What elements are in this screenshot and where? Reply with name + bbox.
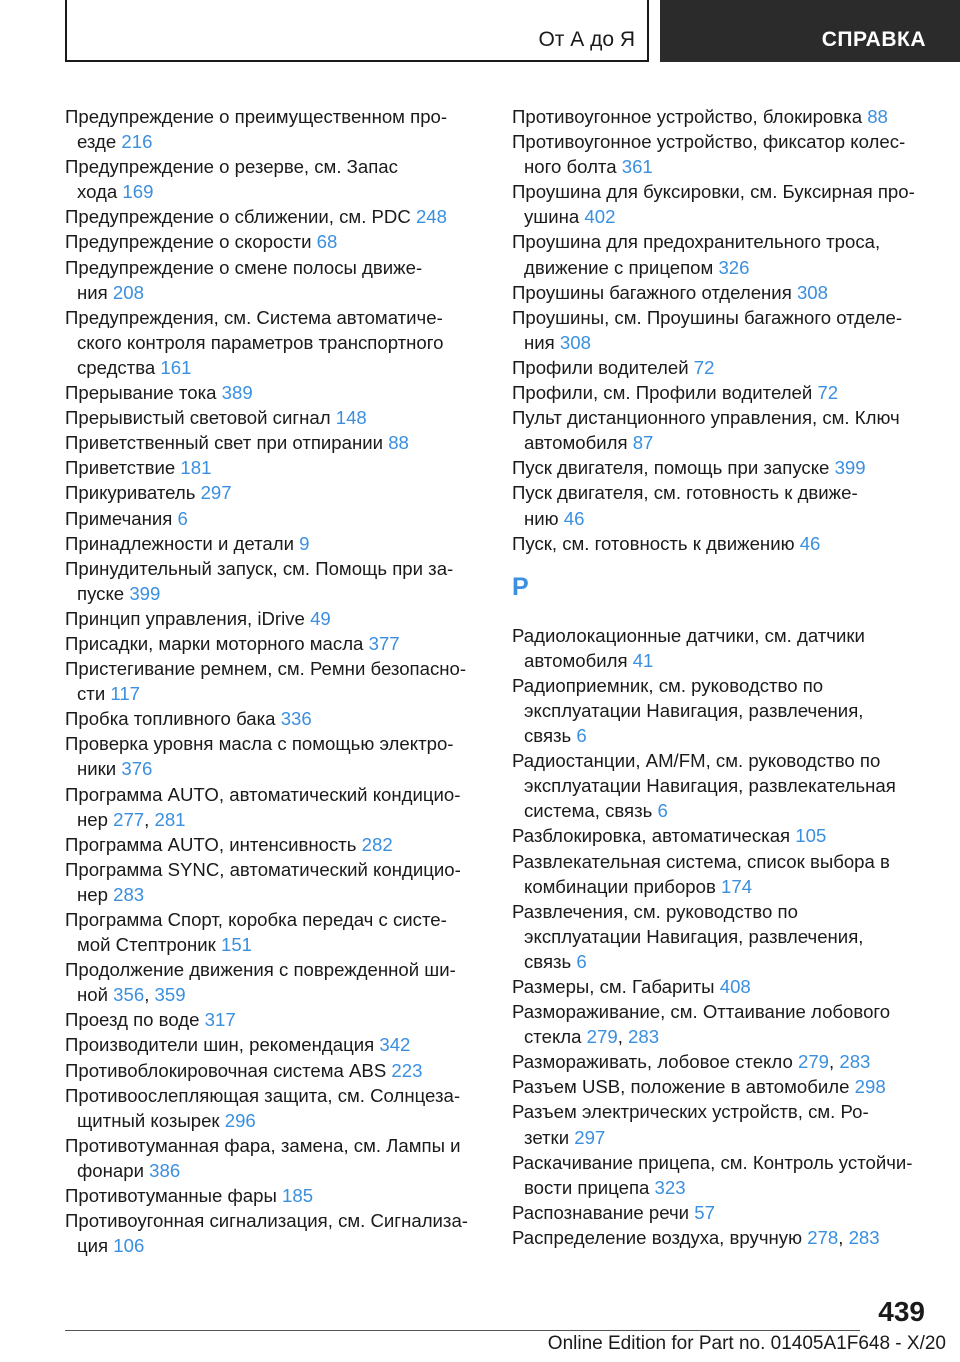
index-entry-text: связь — [524, 725, 572, 747]
index-entry-text: Противотуманные фары — [65, 1185, 277, 1207]
index-entry-text: щитный козырек — [77, 1109, 220, 1131]
index-entry — [65, 405, 485, 430]
index-entry-text: Прикуриватель — [65, 482, 196, 504]
index-entry-text: езде — [77, 131, 117, 153]
index-entry — [65, 1183, 485, 1208]
page-reference-link[interactable]: 342 — [379, 1034, 411, 1056]
index-group-p-continued — [512, 104, 932, 556]
index-entry — [65, 229, 485, 254]
index-entry — [512, 1099, 932, 1149]
index-entry: Продолжение движения с поврежденной ши- ной 356, 359 — [65, 959, 456, 1006]
page-reference-link[interactable]: 223 — [391, 1059, 423, 1081]
page-reference-link[interactable]: 297 — [574, 1126, 606, 1148]
page-reference-link[interactable]: 298 — [854, 1076, 886, 1098]
footer-divider — [65, 1330, 860, 1331]
page-reference-link[interactable]: 49 — [310, 607, 331, 629]
page-reference-link[interactable]: 185 — [282, 1185, 314, 1207]
index-entry-text: сти — [77, 683, 106, 705]
index-entry — [65, 1007, 485, 1032]
index-entry-text: Противоугонное устройство, блокировка — [512, 106, 863, 127]
index-entry-text: Принадлежности и детали — [65, 532, 294, 554]
index-entry-text: Принцип управления, iDrive — [65, 607, 305, 629]
index-entry-text: Развлекательная система, список выбора в — [512, 850, 890, 872]
index-entry: Программа AUTO, автоматический кондицио- нер 277, 281 — [65, 783, 461, 830]
index-entry — [65, 731, 485, 781]
index-entry-text: Проушины, см. Проушины багажного отделе- — [512, 306, 903, 328]
index-entry-text: Противоблокировочная система ABS — [65, 1059, 387, 1081]
index-column-left — [65, 104, 485, 1258]
index-entry — [65, 706, 485, 731]
page-reference-link[interactable]: 169 — [122, 181, 154, 203]
index-entry-text: Программа AUTO, автоматический кондицио- — [65, 783, 461, 805]
index-entry-text: Профили, см. Профили водителей — [512, 382, 813, 404]
index-entry-text: Предупреждение о сближении, см. PDC — [65, 206, 411, 228]
index-entry-text: Разъем электрических устройств, см. Ро- — [512, 1101, 869, 1123]
page-reference-link[interactable]: 181 — [180, 457, 212, 479]
index-entry-text: хода — [77, 181, 118, 203]
index-entry-text: Противоугонная сигнализация, см. Сигнализа- — [65, 1210, 468, 1232]
page-reference-link[interactable]: 323 — [654, 1176, 686, 1198]
index-entry-text: ция — [77, 1235, 109, 1257]
index-entry — [65, 531, 485, 556]
index-entry-text: Радиостанции, AM/FM, см. руководство по — [512, 750, 881, 772]
index-entry-text: Производители шин, рекомендация — [65, 1034, 375, 1056]
page-reference-link[interactable]: 297 — [200, 482, 232, 504]
page-reference-link[interactable]: 6 — [576, 950, 587, 972]
chapter-tab[interactable] — [660, 0, 960, 62]
index-entry — [65, 305, 485, 380]
page-reference-link[interactable]: 296 — [224, 1109, 256, 1131]
index-entry-text: пуске — [77, 582, 125, 604]
index-entry-text: нию — [524, 507, 559, 529]
index-entry-text: Предупреждение о скорости — [65, 231, 312, 253]
index-entry-text: ной — [77, 984, 108, 1006]
page-reference-link[interactable]: 105 — [795, 825, 827, 847]
page-reference-link[interactable]: 283 — [848, 1226, 880, 1248]
index-entry — [65, 430, 485, 455]
index-entry-text: эксплуатации Навигация, развлекательная — [524, 775, 896, 797]
index-entry — [512, 305, 932, 355]
index-entry-text: Предупреждение о резерве, см. Запас — [65, 156, 398, 178]
page-reference-link[interactable]: 88 — [388, 432, 409, 454]
index-entry — [512, 531, 932, 556]
page-reference-link[interactable]: 57 — [694, 1201, 715, 1223]
page-reference-link[interactable]: 389 — [221, 382, 253, 404]
index-entry: Размораживание, см. Оттаивание лобового стекла 279, 283 — [512, 1001, 891, 1048]
index-entry-text: Радиоприемник, см. руководство по — [512, 674, 824, 696]
index-column-right — [512, 104, 932, 1250]
index-entry-text: Развлечения, см. руководство по — [512, 900, 798, 922]
index-entry-text: Проушина для предохранительного троса, — [512, 231, 881, 253]
index-entry-text: фонари — [77, 1159, 144, 1181]
index-entry — [65, 1208, 485, 1258]
page-reference-link[interactable]: 283 — [628, 1026, 660, 1048]
index-entry-text: Противоугонное устройство, фиксатор колес- — [512, 131, 906, 153]
index-entry-text: Проушина для буксировки, см. Буксирная про- — [512, 181, 915, 203]
index-entry-text: Приветственный свет при отпирании — [65, 432, 384, 454]
index-entry-text: нер — [77, 808, 108, 830]
index-entry-text: Размеры, см. Габариты — [512, 976, 715, 997]
index-entry — [65, 380, 485, 405]
index-entry-text: вости прицепа — [524, 1176, 650, 1198]
page-reference-link[interactable]: 106 — [113, 1235, 145, 1257]
index-entry-text: Прерывистый световой сигнал — [65, 407, 331, 429]
page-reference-link[interactable]: 87 — [632, 432, 654, 454]
page-reference-link[interactable]: 68 — [316, 231, 338, 253]
index-entry: Распределение воздуха, вручную 278, 283 — [512, 1226, 880, 1248]
index-entry — [512, 623, 932, 673]
index-entry — [65, 1032, 485, 1057]
index-entry-text: Программа Спорт, коробка передач с систе- — [65, 909, 447, 930]
page-reference-link[interactable]: 148 — [335, 407, 367, 429]
index-entry-text: движение с прицепом — [524, 256, 714, 278]
index-entry — [512, 748, 932, 823]
index-entry-text: Распределение воздуха, вручную — [512, 1226, 803, 1248]
index-entry — [512, 899, 932, 974]
index-entry: Размораживать, лобовое стекло 279, 283 — [512, 1051, 871, 1073]
page-reference-link[interactable]: 356 — [113, 984, 145, 1006]
page-reference-link[interactable]: 279 — [797, 1051, 830, 1073]
index-entry — [512, 129, 932, 179]
index-entry-text: ного болта — [524, 156, 617, 178]
index-entry — [512, 823, 932, 848]
index-entry-text: Пуск двигателя, помощь при запуске — [512, 457, 830, 479]
section-letter: Р — [512, 572, 529, 601]
index-entry-text: Приветствие — [65, 457, 176, 479]
page-reference-link[interactable]: 6 — [576, 725, 587, 747]
page-reference-link[interactable]: 9 — [299, 532, 310, 554]
page-reference-link[interactable]: 399 — [834, 457, 866, 479]
section-tab-label: От А до Я — [538, 28, 635, 51]
index-entry — [512, 974, 932, 999]
index-entry-text: эксплуатации Навигация, развлечения, — [524, 699, 864, 721]
index-entry — [512, 1074, 932, 1099]
page-reference-link[interactable]: 41 — [632, 649, 654, 671]
index-entry — [65, 556, 485, 606]
page-reference-link[interactable]: 88 — [867, 106, 888, 127]
index-entry-text: ского контроля параметров транспортного — [77, 331, 444, 353]
chapter-tab-label: СПРАВКА — [821, 28, 926, 51]
index-entry-text: зетки — [524, 1126, 570, 1148]
page-reference-link[interactable]: 402 — [584, 206, 616, 228]
index-entry-text: Проверка уровня масла с помощью электро- — [65, 733, 454, 755]
page-reference-link[interactable]: 72 — [817, 382, 839, 404]
index-entry — [512, 849, 932, 899]
index-entry — [65, 631, 485, 656]
page-reference-link[interactable]: 117 — [110, 683, 141, 705]
page-reference-link[interactable]: 208 — [112, 281, 144, 303]
index-entry-text: мой Стептроник — [77, 934, 216, 956]
page-reference-link[interactable]: 6 — [657, 800, 668, 822]
page-reference-link[interactable]: 216 — [121, 131, 153, 153]
index-entry — [512, 355, 932, 380]
page-reference-link[interactable]: 46 — [563, 507, 585, 529]
page-reference-link[interactable]: 72 — [693, 356, 715, 378]
index-entry — [65, 154, 485, 204]
index-entry — [512, 673, 932, 748]
page-reference-link[interactable]: 278 — [807, 1226, 839, 1248]
index-entry — [65, 480, 485, 505]
index-entry — [512, 480, 932, 530]
page-reference-link[interactable]: 151 — [220, 934, 253, 956]
index-entry-text: Прерывание тока — [65, 382, 217, 404]
index-entry-text: нер — [77, 883, 108, 905]
index-entry-text: эксплуатации Навигация, развлечения, — [524, 925, 864, 947]
index-entry-text: Пуск, см. готовность к движению — [512, 532, 795, 554]
index-entry-text: комбинации приборов — [524, 875, 716, 897]
page-reference-link[interactable]: 377 — [368, 632, 400, 654]
index-entry — [512, 280, 932, 305]
index-entry-text: Проезд по воде — [65, 1009, 200, 1031]
footer-edition: Online Edition for Part no. 01405A1F648 - X/20 — [547, 1333, 946, 1354]
page-reference-link[interactable]: 308 — [559, 331, 591, 353]
index-entry — [65, 656, 485, 706]
index-entry-text: ушина — [524, 206, 580, 228]
index-entry — [65, 255, 485, 305]
index-entry — [512, 1200, 932, 1225]
section-tab[interactable] — [65, 0, 649, 62]
index-entry-text: ния — [524, 331, 555, 353]
index-entry-text: Раскачивание прицепа, см. Контроль устойчи- — [512, 1151, 913, 1173]
index-entry-text: Профили водителей — [512, 356, 689, 378]
index-entry-text: ния — [77, 281, 108, 303]
page-reference-link[interactable]: 326 — [718, 256, 750, 278]
index-group-r — [512, 623, 932, 1250]
index-entry — [65, 455, 485, 480]
page-reference-link[interactable]: 282 — [361, 833, 393, 855]
page-reference-link[interactable]: 359 — [154, 984, 186, 1006]
page-reference-link[interactable]: 281 — [154, 808, 186, 830]
index-entry-text: Программа AUTO, интенсивность — [65, 833, 357, 855]
page-number: 439 — [878, 1296, 925, 1327]
index-entry-text: Примечания — [65, 507, 173, 529]
index-entry-text: Предупреждение о смене полосы движе- — [65, 256, 423, 278]
index-entry — [65, 204, 485, 229]
index-entry — [65, 857, 485, 907]
index-entry — [65, 104, 485, 154]
page-reference-link[interactable]: 174 — [721, 875, 753, 897]
index-entry-text: Размораживать, лобовое стекло — [512, 1051, 793, 1073]
page-reference-link[interactable]: 46 — [799, 532, 821, 554]
page-reference-link[interactable]: 386 — [149, 1159, 181, 1181]
index-entry-text: Распознавание речи — [512, 1201, 690, 1223]
index-entry — [512, 1150, 932, 1200]
index-entry — [65, 606, 485, 631]
index-entry-text: Программа SYNC, автоматический кондицио- — [65, 858, 461, 880]
index-entry-text: Предупреждение о преимущественном про- — [65, 106, 448, 127]
index-entry — [512, 380, 932, 405]
page-reference-link[interactable]: 408 — [719, 976, 751, 997]
index-entry-text: Продолжение движения с поврежденной ши- — [65, 959, 456, 981]
index-entry — [65, 1083, 485, 1133]
page-reference-link[interactable]: 399 — [129, 582, 161, 604]
index-entry — [65, 506, 485, 531]
index-entry — [512, 455, 932, 480]
page-reference-link[interactable]: 283 — [839, 1051, 871, 1073]
page-reference-link[interactable]: 161 — [160, 356, 192, 378]
index-entry-text: Присадки, марки моторного масла — [65, 632, 364, 654]
page-reference-link[interactable]: 279 — [586, 1026, 618, 1048]
index-entry — [65, 1058, 485, 1083]
index-entry-text: Размораживание, см. Оттаивание лобового — [512, 1001, 891, 1023]
page-reference-link[interactable]: 248 — [415, 206, 447, 228]
index-entry — [65, 907, 485, 957]
page-reference-link[interactable]: 6 — [177, 507, 188, 529]
index-entry — [512, 229, 932, 279]
index-entry — [512, 179, 932, 229]
index-entry-text: система, связь — [524, 800, 653, 822]
index-entry — [512, 104, 932, 129]
index-entry-text: связь — [524, 950, 572, 972]
index-entry-text: Противотуманная фара, замена, см. Лампы и — [65, 1134, 461, 1156]
page-reference-link[interactable]: 277 — [113, 808, 145, 830]
page-reference-link[interactable]: 317 — [204, 1009, 236, 1031]
index-entry-text: Пробка топливного бака — [65, 708, 276, 730]
index-entry-text: ники — [77, 758, 117, 780]
index-entry-text: Разблокировка, автоматическая — [512, 825, 791, 847]
index-entry-text: Разъем USB, положение в автомобиле — [512, 1076, 850, 1098]
index-entry — [65, 832, 485, 857]
page-reference-link[interactable]: 376 — [121, 758, 153, 780]
index-entry-text: автомобиля — [524, 432, 628, 454]
index-entry-text: Проушины багажного отделения — [512, 281, 792, 303]
page-reference-link[interactable]: 336 — [280, 708, 312, 730]
index-entry-text: Пульт дистанционного управления, см. Ключ — [512, 407, 900, 429]
index-entry-text: стекла — [524, 1026, 582, 1048]
index-entry — [65, 1133, 485, 1183]
page-reference-link[interactable]: 308 — [796, 281, 828, 303]
index-entry-text: Пуск двигателя, см. готовность к движе- — [512, 482, 858, 504]
index-entry-text: средства — [77, 356, 156, 378]
index-entry-text: автомобиля — [524, 649, 628, 671]
page-reference-link[interactable]: 361 — [621, 156, 653, 178]
index-entry-text: Радиолокационные датчики, см. датчики — [512, 624, 865, 646]
page-reference-link[interactable]: 283 — [113, 883, 145, 905]
index-entry — [512, 405, 932, 455]
index-entry-text: Принудительный запуск, см. Помощь при за- — [65, 557, 454, 579]
index-entry-text: Противоослепляющая защита, см. Солнцеза- — [65, 1084, 461, 1106]
index-entry-text: Пристегивание ремнем, см. Ремни безопасно- — [65, 658, 467, 680]
index-entry-text: Предупреждения, см. Система автоматиче- — [65, 306, 443, 328]
